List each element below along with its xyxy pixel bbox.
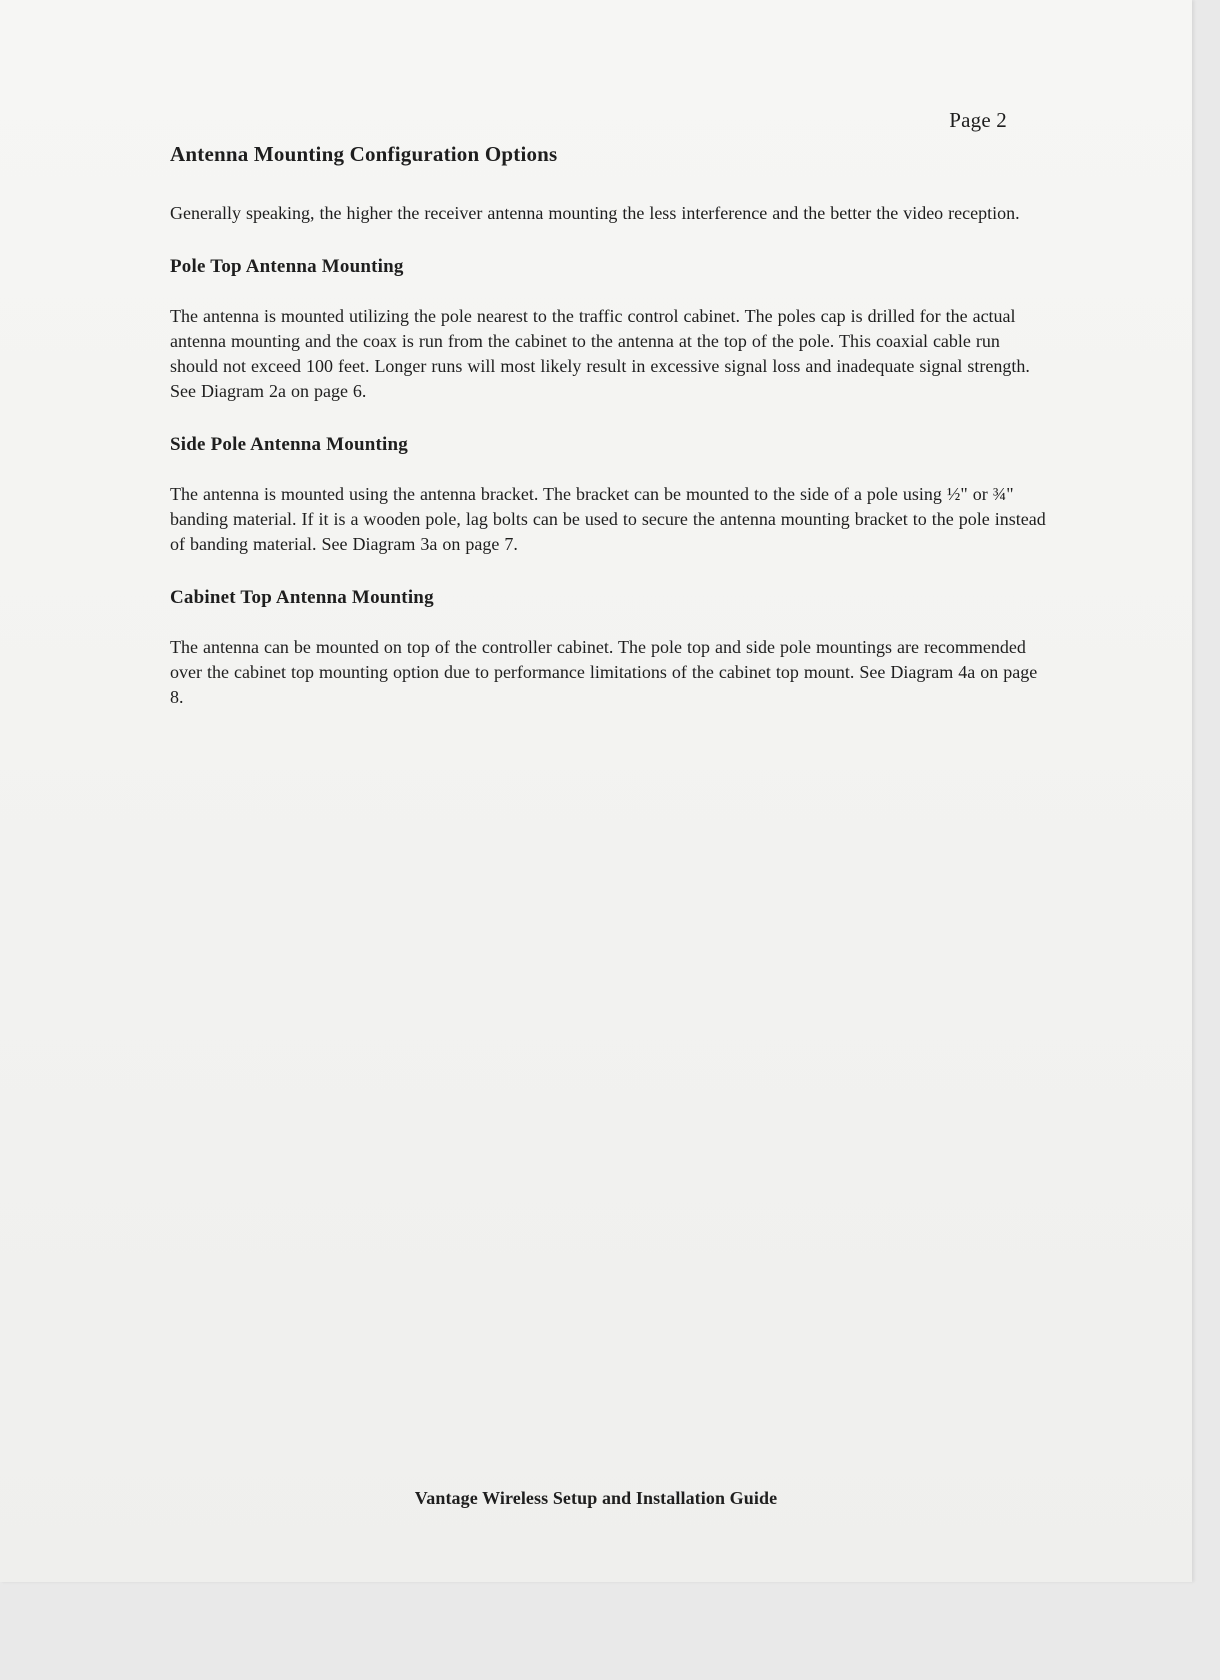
section-paragraph: The antenna is mounted using the antenna bracket. The bracket can be mounted to the side of a pole using ½" or ¾" banding material. If it is a wooden pole, lag bolts can be used to secure the antenna mounting bracket to the pole instead of banding material. See Diagram 3a on page 7. — [170, 484, 1046, 554]
page-footer: Vantage Wireless Setup and Installation Guide — [414, 1488, 778, 1508]
section-pole-top — [170, 256, 1050, 404]
page-number: Page 2 — [949, 108, 1007, 132]
section-cabinet-top — [170, 587, 1050, 710]
section-paragraph: The antenna can be mounted on top of the controller cabinet. The pole top and side pole mountings are recommended over the cabinet top mounting option due to performance limitations of the cabinet top mount. See Diagram 4a on page 8. — [170, 637, 1038, 707]
section-heading: Side Pole Antenna Mounting — [170, 434, 408, 455]
document-title: Antenna Mounting Configuration Options — [170, 142, 558, 166]
document-body — [170, 142, 1050, 740]
section-heading: Pole Top Antenna Mounting — [170, 256, 404, 277]
intro-paragraph: Generally speaking, the higher the receiver antenna mounting the less interference and the better the video reception. — [170, 203, 1020, 223]
section-paragraph: The antenna is mounted utilizing the pole nearest to the traffic control cabinet. The poles cap is drilled for the actual antenna mounting and the coax is run from the cabinet to the antenna at the top of the pole. This coaxial cable run should not exceed 100 feet. Longer runs will most likely result in excessive signal loss and inadequate signal strength. See Diagram 2a on page 6. — [170, 306, 1030, 401]
section-heading: Cabinet Top Antenna Mounting — [170, 587, 434, 608]
section-side-pole — [170, 434, 1050, 557]
